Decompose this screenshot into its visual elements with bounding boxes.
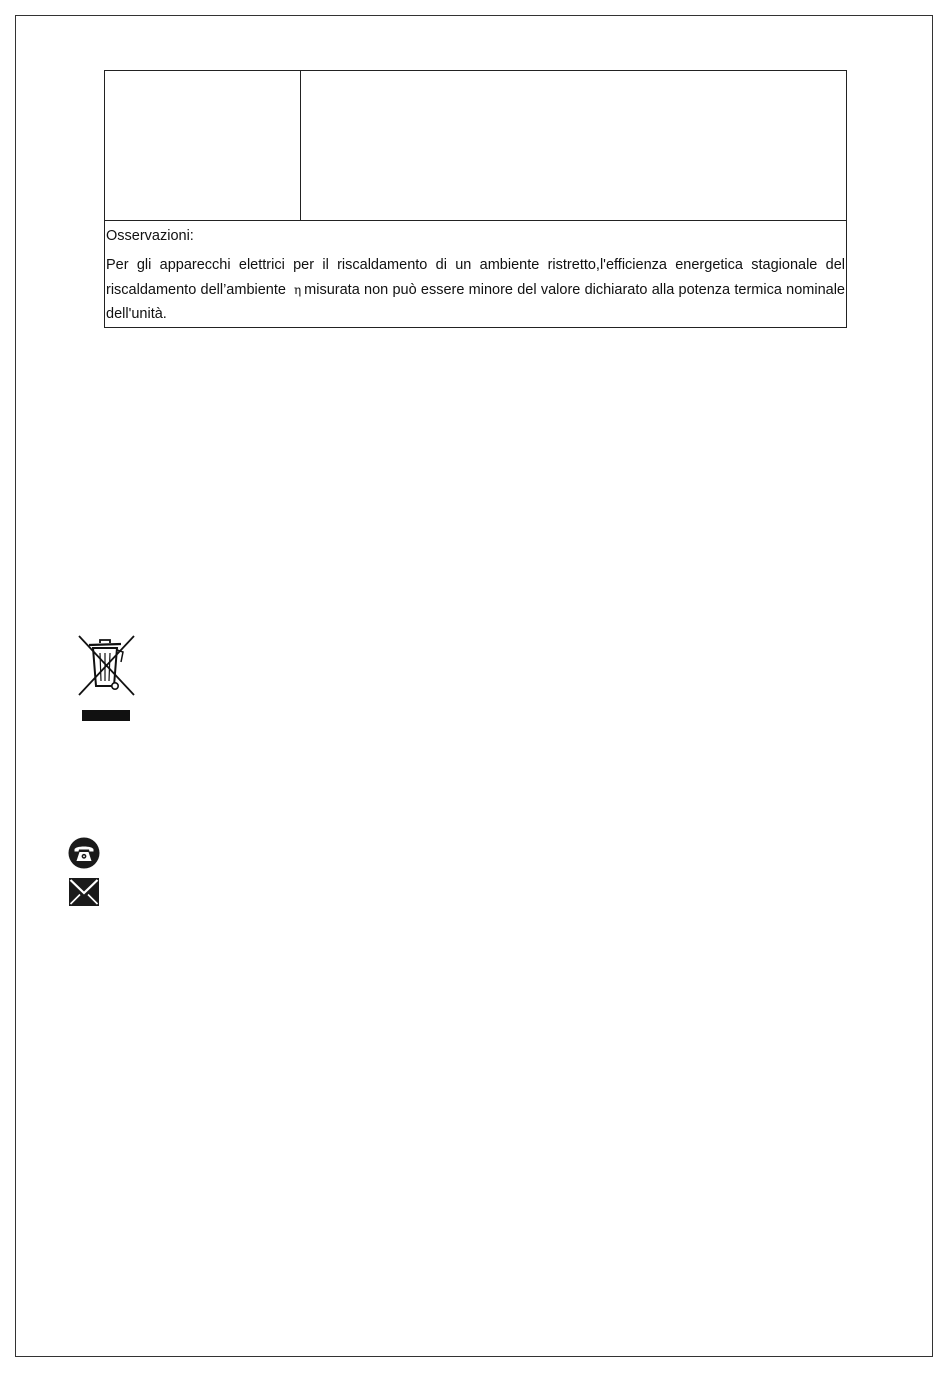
notes-text-part1: Per gli apparecchi elettrici per il riscaldamento di un ambiente ristretto,l'efficienza energetica stagionale del riscaldamento dell’ambiente xyxy=(106,257,845,298)
spec-table xyxy=(104,70,847,328)
notes-text xyxy=(106,253,845,327)
notes-title: Osservazioni: xyxy=(106,228,194,244)
envelope-icon xyxy=(68,876,100,908)
telephone-icon xyxy=(68,837,100,869)
table-cell-right xyxy=(301,71,846,220)
table-cell-left xyxy=(105,71,301,220)
eta-symbol: η xyxy=(293,282,302,297)
table-top-row xyxy=(105,71,846,221)
weee-bin-icon xyxy=(76,634,136,722)
notes-text-part2: misurata non può essere minore del valore dichiarato alla potenza termica nominale dell'unità. xyxy=(106,281,845,322)
